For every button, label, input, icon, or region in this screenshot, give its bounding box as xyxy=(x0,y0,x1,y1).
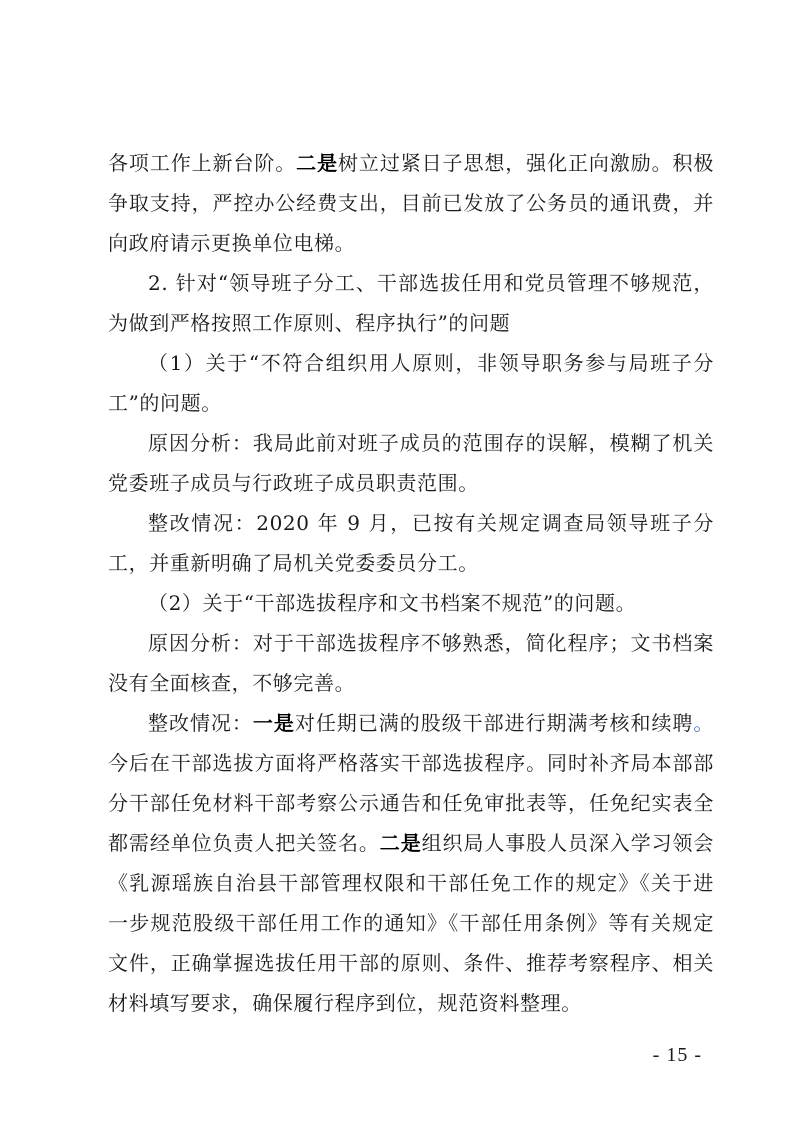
paragraph-1-emphasis: 二是 xyxy=(296,151,338,175)
paragraph-1-text-c: 树立过紧日子思想，强化正向激励。积极争取支持，严控办公经费支出，目前已发放了公务员的通讯费，并向政府请示更换单位电梯。 xyxy=(108,151,715,255)
paragraph-8-text-a: 整改情况： xyxy=(148,711,253,735)
paragraph-8-text-d: 今后在干部选拔方面将严格落实干部选拔程序。同时补齐局本部部分干部任免材料干部考察公示通告和任免审批表等，任免纪实表全都需经单位负责人把关签名。 xyxy=(108,751,714,855)
paragraph-1 xyxy=(108,143,714,263)
paragraph-8-emphasis-1: 一是 xyxy=(252,711,295,735)
paragraph-8-emphasis-2: 二是 xyxy=(379,831,422,855)
paragraph-6-subheading: （2）关于“干部选拔程序和文书档案不规范”的问题。 xyxy=(148,591,637,615)
page-number: - 15 - xyxy=(652,1044,702,1066)
paragraph-5-rectification: 整改情况：2020 年 9 月，已按有关规定调查局领导班子分工，并重新明确了局机关党委委员分工。 xyxy=(108,511,714,575)
paragraph-8-rectification xyxy=(108,703,714,1023)
paragraph-3-subheading: （1）关于“不符合组织用人原则，非领导职务参与局班子分工”的问题。 xyxy=(108,351,714,415)
paragraph-1-text-a: 各项工作上新台阶。 xyxy=(108,151,297,175)
paragraph-8-period: 。 xyxy=(693,711,715,735)
paragraph-2-heading: 2. 针对“领导班子分工、干部选拔任用和党员管理不够规范，为做到严格按照工作原则、程序执行”的问题 xyxy=(108,271,714,335)
document-body xyxy=(108,143,714,1023)
paragraph-7-cause-analysis: 原因分析：对于干部选拔程序不够熟悉，简化程序；文书档案没有全面核查，不够完善。 xyxy=(108,631,714,695)
paragraph-8-text-c: 对任期已满的股级干部进行期满考核和续聘 xyxy=(294,711,694,735)
paragraph-8-text-f: 组织局人事股人员深入学习领会《乳源瑶族自治县干部管理权限和干部任免工作的规定》《关于进一步规范股级干部任用工作的通知》《干部任用条例》等有关规定文件，正确掌握选拔任用干部的原则、条件、推荐考察程序、相关材料填写要求，确保履行程序到位，规范资料整理。 xyxy=(108,831,715,1015)
paragraph-4-cause-analysis: 原因分析：我局此前对班子成员的范围存的误解，模糊了机关党委班子成员与行政班子成员职责范围。 xyxy=(108,431,714,495)
